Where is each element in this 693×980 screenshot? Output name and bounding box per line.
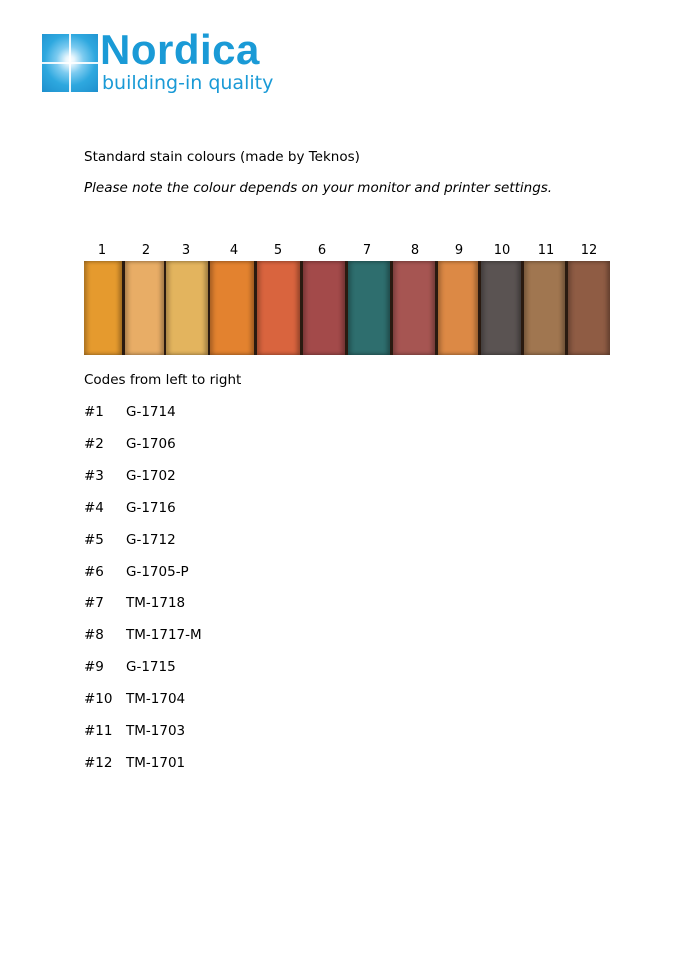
code-number: #5 [84, 532, 104, 548]
monitor-note: Please note the colour depends on your monitor and printer settings. [84, 180, 553, 196]
swatch-number-10: 10 [493, 243, 511, 258]
stain-code: G-1716 [126, 500, 176, 516]
nordica-logo [42, 26, 282, 100]
code-number: #2 [84, 436, 104, 452]
code-number: #6 [84, 564, 104, 580]
code-number: #10 [84, 691, 113, 707]
stain-code: G-1705-P [126, 564, 189, 580]
stain-code: G-1706 [126, 436, 176, 452]
stain-swatch-2 [125, 261, 164, 355]
swatch-number-1: 1 [97, 243, 107, 258]
stain-swatch-9 [438, 261, 478, 355]
stain-code: G-1712 [126, 532, 176, 548]
stain-swatch-8 [393, 261, 435, 355]
stain-swatch-10 [481, 261, 521, 355]
logo-star-icon [42, 34, 98, 92]
swatch-number-6: 6 [317, 243, 327, 258]
swatch-number-9: 9 [454, 243, 464, 258]
stain-code: TM-1717-M [126, 627, 202, 643]
stain-swatch-7 [348, 261, 390, 355]
swatch-number-12: 12 [580, 243, 598, 258]
stain-code: TM-1703 [126, 723, 186, 739]
stain-swatch-1 [84, 261, 122, 355]
stain-code: G-1702 [126, 468, 176, 484]
codes-heading: Codes from left to right [84, 372, 242, 388]
stain-swatch-6 [303, 261, 345, 355]
stain-swatch-12 [568, 261, 610, 355]
code-number: #9 [84, 659, 104, 675]
code-number: #8 [84, 627, 104, 643]
swatch-number-3: 3 [181, 243, 191, 258]
swatch-number-8: 8 [410, 243, 420, 258]
stain-code: TM-1701 [126, 755, 186, 771]
stain-code: G-1715 [126, 659, 176, 675]
code-number: #7 [84, 595, 104, 611]
stain-code: TM-1704 [126, 691, 186, 707]
stain-swatch-3 [166, 261, 208, 355]
code-number: #11 [84, 723, 113, 739]
logo-tagline: building-in quality [102, 72, 274, 94]
code-number: #12 [84, 755, 113, 771]
swatch-number-7: 7 [362, 243, 372, 258]
swatch-number-5: 5 [273, 243, 283, 258]
code-number: #3 [84, 468, 104, 484]
swatch-number-row [84, 243, 610, 261]
stain-swatch-4 [210, 261, 254, 355]
stain-code: G-1714 [126, 404, 176, 420]
swatch-number-4: 4 [229, 243, 239, 258]
code-number: #1 [84, 404, 104, 420]
swatch-number-11: 11 [537, 243, 555, 258]
page-heading: Standard stain colours (made by Teknos) [84, 149, 360, 165]
stain-swatch-11 [524, 261, 565, 355]
stain-swatch-5 [257, 261, 300, 355]
logo-name: Nordica [100, 26, 260, 73]
swatch-number-2: 2 [141, 243, 151, 258]
stain-code: TM-1718 [126, 595, 186, 611]
stain-colour-strip [84, 261, 610, 355]
code-number: #4 [84, 500, 104, 516]
